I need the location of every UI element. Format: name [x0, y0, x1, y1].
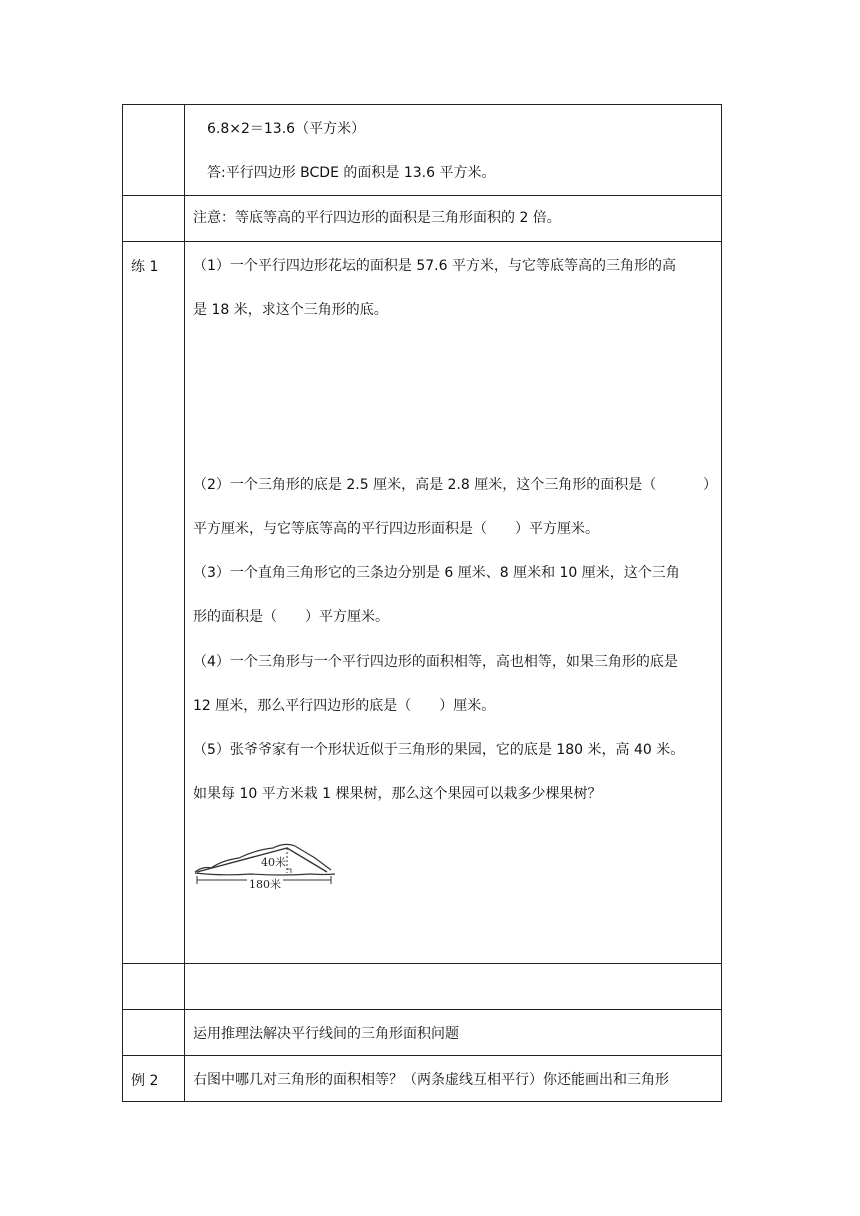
- question-4-line-1: （4）一个三角形与一个平行四边形的面积相等，高也相等，如果三角形的底是: [193, 654, 678, 670]
- row-label: [123, 964, 185, 1010]
- base-label: 180米: [249, 878, 281, 891]
- row-content: [185, 105, 722, 196]
- question-5-line-1: （5）张爷爷家有一个形状近似于三角形的果园，它的底是 180 米，高 40 米。: [193, 742, 685, 758]
- row-label: [123, 196, 185, 242]
- question-3-line-2: 形的面积是（ ）平方厘米。: [193, 609, 389, 625]
- answer-line: 答:平行四边形 BCDE 的面积是 13.6 平方米。: [207, 165, 496, 181]
- question-1-line-2: 是 18 米，求这个三角形的底。: [193, 302, 388, 318]
- row-content: [185, 964, 722, 1010]
- question-2-line-2: 平方厘米，与它等底等高的平行四边形面积是（ ）平方厘米。: [193, 521, 599, 537]
- height-label: 40米: [261, 856, 286, 869]
- orchard-triangle-figure: [191, 836, 341, 896]
- calc-line: 6.8×2＝13.6（平方米）: [207, 121, 366, 137]
- example-2-line: 右图中哪几对三角形的面积相等？（两条虚线互相平行）你还能画出和三角形: [193, 1072, 669, 1088]
- table-row: [123, 242, 722, 964]
- row-content: [185, 242, 722, 964]
- row-label: [123, 105, 185, 196]
- row-label: [123, 1010, 185, 1056]
- document-table: [122, 104, 722, 1102]
- table-row: [123, 105, 722, 196]
- table-row: [123, 1056, 722, 1102]
- topic-line: 运用推理法解决平行线间的三角形面积问题: [193, 1026, 459, 1042]
- note-line: 注意：等底等高的平行四边形的面积是三角形面积的 2 倍。: [193, 210, 561, 226]
- row-label: 例 2: [123, 1056, 185, 1102]
- question-4-line-2: 12 厘米，那么平行四边形的底是（ ）厘米。: [193, 698, 496, 714]
- question-3-line-1: （3）一个直角三角形它的三条边分别是 6 厘米、8 厘米和 10 厘米，这个三角: [193, 565, 680, 581]
- table-row: [123, 196, 722, 242]
- question-2-line-1: （2）一个三角形的底是 2.5 厘米，高是 2.8 厘米，这个三角形的面积是（ ）: [193, 477, 717, 493]
- row-content: [185, 1010, 722, 1056]
- row-content: [185, 1056, 722, 1102]
- table-row: [123, 1010, 722, 1056]
- row-content: [185, 196, 722, 242]
- question-1-line-1: （1）一个平行四边形花坛的面积是 57.6 平方米，与它等底等高的三角形的高: [193, 258, 676, 274]
- row-label: 练 1: [123, 242, 185, 964]
- question-5-line-2: 如果每 10 平方米栽 1 棵果树，那么这个果园可以栽多少棵果树？: [193, 786, 602, 802]
- table-row: [123, 964, 722, 1010]
